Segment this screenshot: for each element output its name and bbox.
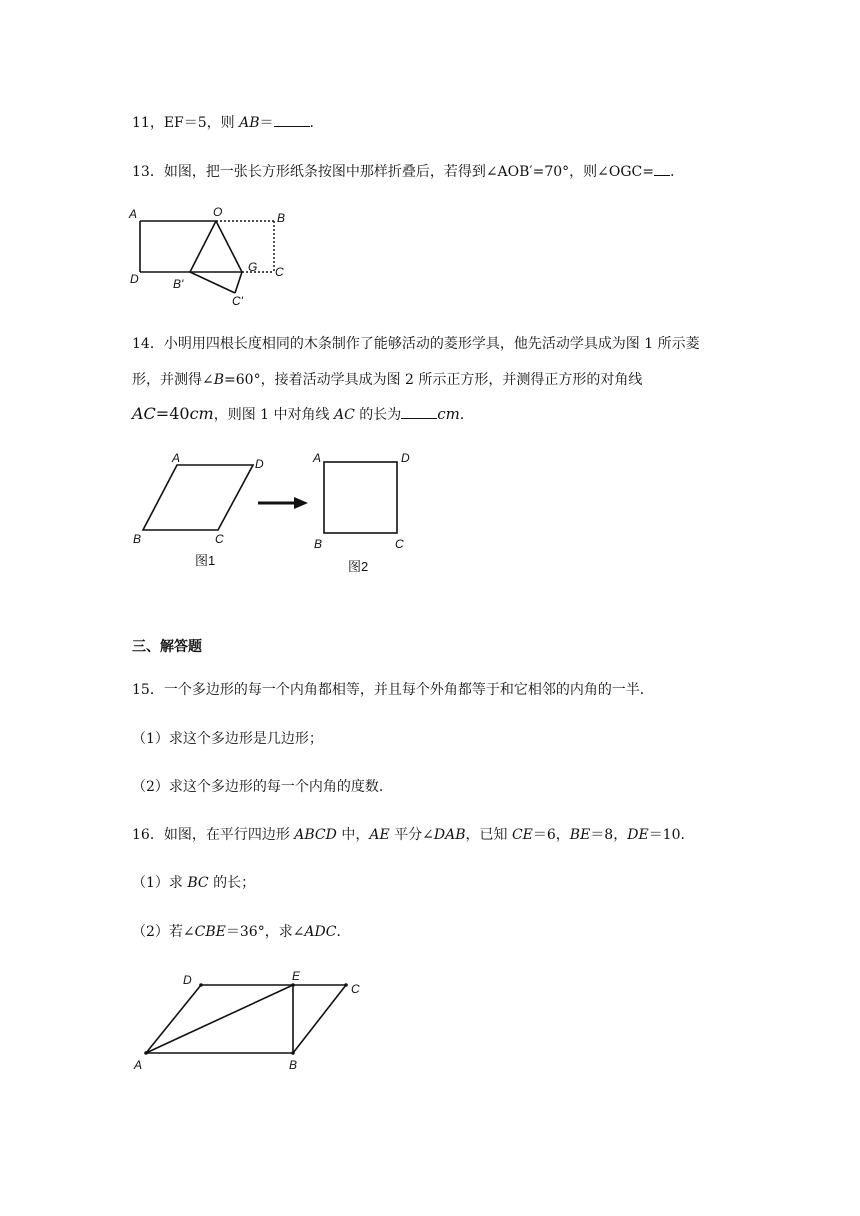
q14-var-AC2: AC: [333, 407, 355, 423]
q16-v2: AE: [369, 827, 390, 843]
q14-end: ．: [459, 407, 474, 423]
q16-p2b: ＝36°，求∠: [225, 924, 305, 940]
q16-s6: ＝8，: [590, 827, 628, 843]
fig2-label-C: C: [395, 537, 404, 551]
q11-end: .: [309, 115, 314, 131]
q11-prefix: 11，EF＝5，则: [132, 115, 240, 131]
q16-s5: ＝6，: [532, 827, 570, 843]
section-title: 三、解答题: [132, 639, 202, 655]
q16-part1: [132, 873, 255, 893]
fig1-label-D: D: [255, 457, 264, 471]
q14-line2b: =60°，接着活动学具成为图 2 所示正方形，并测得正方形的对角线: [224, 372, 643, 388]
q15-part2: （2）求这个多边形的每一个内角的度数．: [132, 779, 393, 795]
label-D: D: [183, 973, 192, 987]
q11-blank: [274, 112, 310, 127]
q16-s4: ，已知: [465, 827, 512, 843]
label-B: B: [289, 1058, 298, 1072]
label-B-prime: B': [173, 277, 184, 291]
q14-line3: [132, 404, 474, 425]
q11-var: AB: [239, 115, 260, 131]
q16-p2c: ．: [336, 924, 351, 940]
q14-figure: [128, 448, 438, 578]
q16-s1: 16．如图，在平行四边形: [132, 827, 295, 843]
q13-stem: 13．如图，把一张长方形纸条按图中那样折叠后，若得到∠AOB′=70°，则∠OGC=: [132, 164, 654, 180]
fig1-label-C: C: [215, 532, 224, 546]
q16-v5: BE: [569, 827, 591, 843]
label-O: O: [213, 205, 223, 219]
label-C-prime: C': [232, 294, 243, 308]
q11-text: [132, 112, 314, 133]
label-C: C: [275, 265, 284, 279]
q14-unit2: cm: [437, 405, 460, 423]
q16-p1b: 的长；: [208, 875, 256, 891]
q16-v1: ABCD: [294, 827, 337, 843]
q16-v6: DE: [627, 827, 649, 843]
q14-line2a: 形，并测得∠: [132, 372, 214, 388]
q16-v4: CE: [511, 827, 533, 843]
q16-p1v: BC: [187, 875, 209, 891]
label-A: A: [134, 1058, 143, 1072]
label-E: E: [292, 969, 301, 983]
q14-blank: [401, 404, 437, 419]
q13-end: .: [669, 164, 675, 180]
q13-figure: [126, 204, 296, 310]
label-G: G: [248, 260, 258, 274]
q16-s3: 平分∠: [389, 827, 434, 843]
q15-part1: （1）求这个多边形是几边形；: [132, 731, 323, 747]
label-C: C: [351, 982, 360, 996]
q15-stem: 15．一个多边形的每一个内角都相等，并且每个外角都等于和它相邻的内角的一半．: [132, 682, 654, 698]
q16-figure: [128, 966, 368, 1076]
label-D: D: [130, 272, 139, 286]
fig1-label-A: A: [172, 451, 181, 465]
q16-s7: ＝10．: [648, 827, 695, 843]
q16-p2v2: ADC: [304, 924, 337, 940]
label-A: A: [129, 207, 138, 221]
q16-part2: [132, 922, 350, 942]
q14-unit: cm: [189, 404, 214, 423]
q14-line1: 14．小明用四根长度相同的木条制作了能够活动的菱形学具，他先活动学具成为图 1 所示菱: [132, 336, 700, 352]
q13-blank: [654, 161, 670, 176]
q16-stem: [132, 825, 695, 845]
fig2-label-D: D: [401, 451, 410, 465]
q16-p2v: CBE: [194, 924, 226, 940]
fig2-label-B: B: [314, 537, 323, 551]
fig2-caption: 图2: [348, 559, 369, 574]
q14-line3b: ，则图 1 中对角线: [213, 407, 334, 423]
q14-var-B: B: [213, 372, 225, 388]
q16-v3: DAB: [433, 827, 466, 843]
q11-suffix: ＝: [259, 115, 274, 131]
q16-p2a: （2）若∠: [132, 924, 195, 940]
q16-p1a: （1）求: [132, 875, 188, 891]
q16-s2: 中，: [336, 827, 370, 843]
q14-value: =40: [155, 404, 190, 423]
q14-line3c: 的长为: [354, 407, 402, 423]
q13-text: [132, 161, 674, 182]
q14-line2: [132, 370, 642, 390]
fig1-label-B: B: [133, 532, 142, 546]
fig2-label-A: A: [313, 451, 322, 465]
q14-var-AC: AC: [132, 404, 156, 423]
label-B: B: [277, 211, 286, 225]
fig1-caption: 图1: [195, 553, 216, 568]
